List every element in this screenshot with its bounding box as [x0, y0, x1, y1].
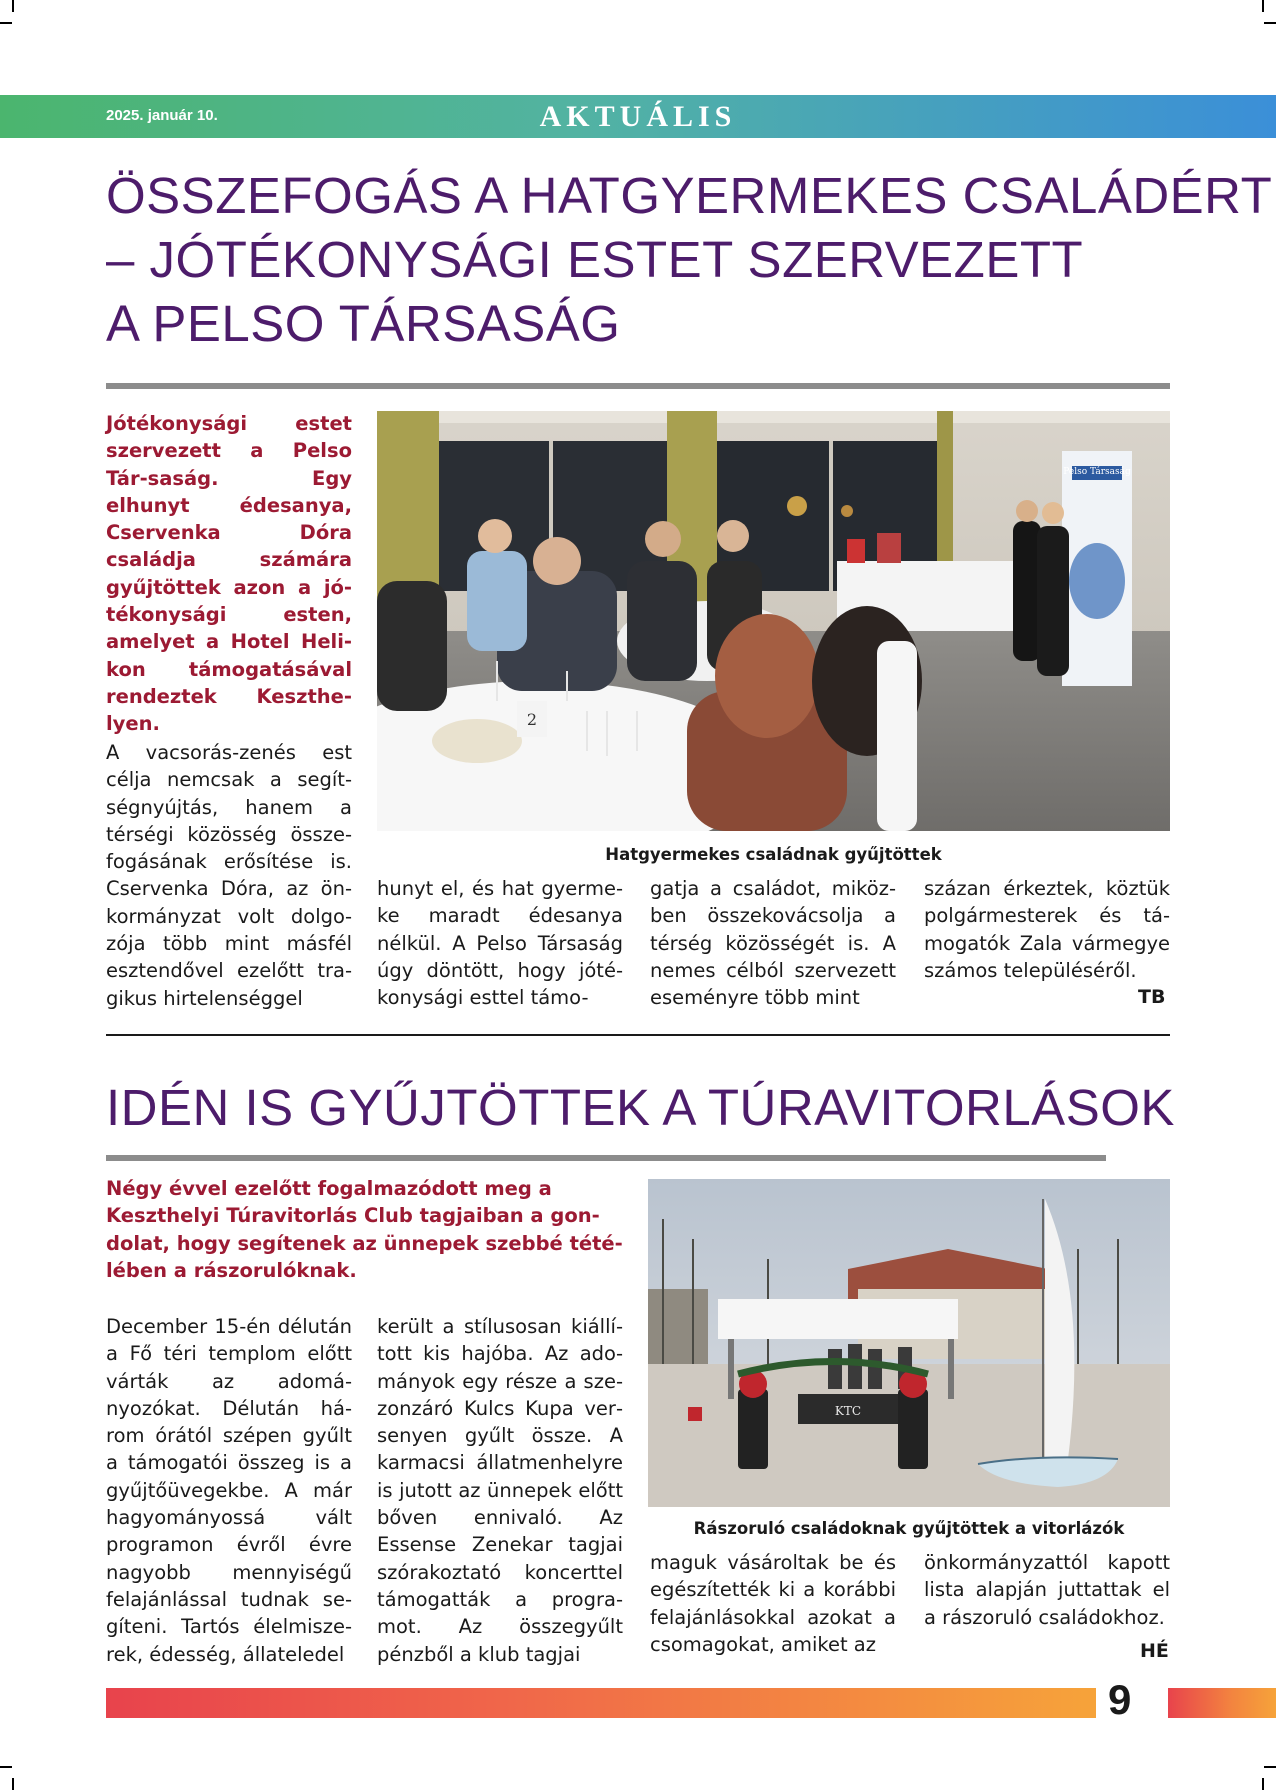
crop-mark — [0, 1766, 12, 1768]
article1-photo — [377, 411, 1170, 831]
ktc-banner-text: KTC — [834, 1404, 862, 1418]
article1-title-line: ÖSSZEFOGÁS A HATGYERMEKES CSALÁDÉRT — [106, 167, 1273, 224]
crop-mark — [12, 0, 14, 12]
article2-signature: HÉ — [1140, 1640, 1169, 1662]
issue-date: 2025. január 10. — [106, 107, 218, 124]
article2-title-rule — [106, 1155, 1106, 1161]
article2-lead: Négy évvel ezelőtt fogalmazódott meg a Keszthelyi Túravitorlás Club tagjaiban a gondolat, hogy segítenek az ünnepek szebbé tétélében a rászorulóknak. — [106, 1177, 623, 1282]
dinner-event-photo — [377, 411, 1170, 831]
article1-lead: Jótékonysági estet szervezett a Pelso Tár-saság. Egy elhunyt édesanya, Cservenka Dóra családja számára gyűjtöttek azon a jótékonysági esten, amelyet a Hotel Helikon támogatásával rendeztek Keszthelyen. — [106, 412, 352, 736]
article1-title-line: A PELSO TÁRSASÁG — [106, 295, 621, 352]
table-number-card: 2 — [526, 710, 538, 729]
article1-signature: TB — [1138, 986, 1166, 1008]
article2-column-4: önkormányzattól kapott lista alapján juttattak el a rászoruló családokhoz. — [924, 1551, 1170, 1629]
article2-column-2: került a stílusosan kiállított kis hajóba. Az adományok egy része a szezonzáró Kulcs Kupa versenyen gyűlt össze. A karmacsi állatmenhelyre is jutott az ünnepek előtt bőven ennivaló. Az Essense Zenekar tagjai szórakoztató koncerttel támogatták a programot. Az összegyűlt pénzből a klub tagjai — [377, 1315, 623, 1666]
header-bar — [0, 95, 1276, 138]
article1-column-1: A vacsorás-zenés est célja nemcsak a segítségnyújtás, hanem a térségi közösség összefogásának erősítése is. Cservenka Dóra, az önkormányzat volt dolgozója több mint másfél esztendővel ezelőtt tragikus hirtelenséggel — [106, 741, 352, 1010]
pelso-banner-text: Pelso Társaság — [1063, 467, 1131, 477]
article2-column-1: December 15-én délután a Fő téri templom előtt várták az adományozókat. Délután három órától szépen gyűlt a támogatói összeg is a gyűjtőüvegekbe. A már hagyományossá vált programon évről évre nagyobb mennyiségű felajánlással tudnak segíteni. Tartós élelmiszerek, édesség, állateledel — [106, 1315, 352, 1666]
section-title: AKTUÁLIS — [539, 100, 737, 133]
article1-column-3: gatja a családot, miközben összekovácsolja a térség közösségét is. A nemes célból szervezett eseményre több mint — [650, 877, 896, 1010]
footer-bar-left — [106, 1688, 1096, 1718]
article1-photo-caption: Hatgyermekes családnak gyűjtöttek — [605, 845, 942, 864]
sailing-club-photo — [648, 1179, 1170, 1507]
article2-photo — [648, 1179, 1170, 1507]
article-divider — [106, 1034, 1170, 1036]
article2-column-3: maguk vásároltak be és egészítették ki a korábbi felajánlásokkal azokat a csomagokat, amiket az — [650, 1551, 896, 1656]
crop-mark — [1264, 1766, 1276, 1768]
page-number: 9 — [1108, 1676, 1132, 1723]
article1-title — [106, 164, 1272, 356]
article2-title: IDÉN IS GYŰJTÖTTEK A TÚRAVITORLÁSOK — [106, 1079, 1175, 1136]
crop-mark — [12, 1778, 14, 1790]
crop-mark — [1262, 0, 1264, 12]
article1-title-line: – JÓTÉKONYSÁGI ESTET SZERVEZETT — [106, 231, 1084, 288]
article2-photo-caption: Rászoruló családoknak gyűjtöttek a vitorlázók — [693, 1519, 1125, 1538]
footer-bar-right — [1168, 1688, 1276, 1718]
crop-mark — [0, 22, 12, 24]
article1-column-4: százan érkeztek, köztük polgármesterek és támogatók Zala vármegye számos településéről. — [924, 877, 1170, 982]
crop-mark — [1264, 22, 1276, 24]
article1-title-rule — [106, 383, 1170, 389]
crop-mark — [1262, 1778, 1264, 1790]
article1-column-2: hunyt el, és hat gyermeke maradt édesanya nélkül. A Pelso Társaság úgy döntött, hogy jótékonysági esttel támo- — [377, 877, 623, 1010]
